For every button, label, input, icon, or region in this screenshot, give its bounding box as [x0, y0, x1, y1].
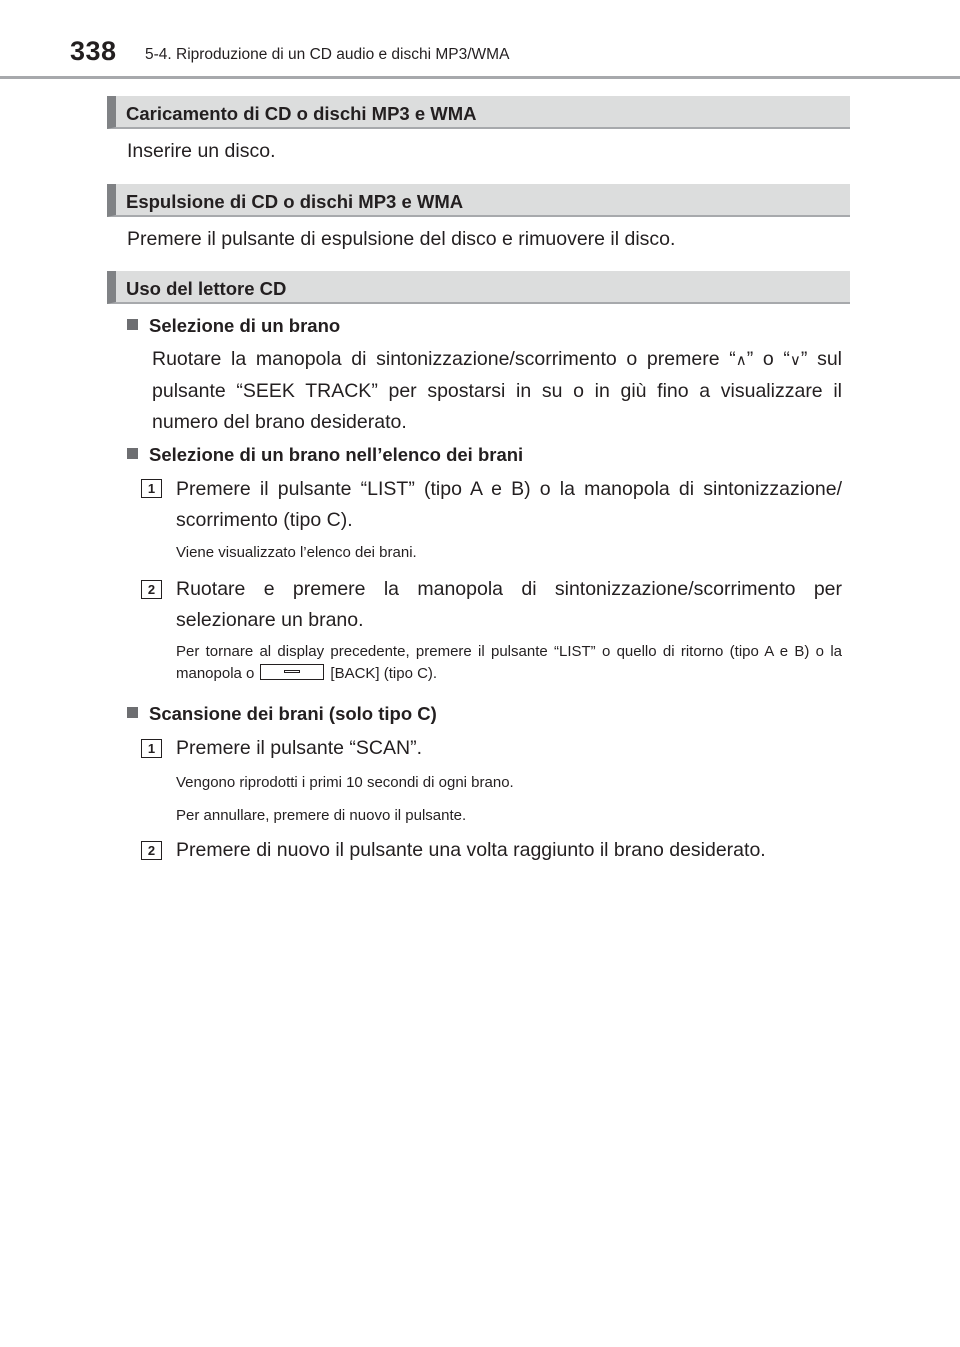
text-run: ” sul pulsante “SEEK TRACK” per spostarsi in su o in giù fino a visualizzare il numero del brano desiderato.	[152, 348, 842, 433]
step-note	[176, 641, 842, 685]
section-title: Espulsione di CD o dischi MP3 e WMA	[126, 191, 464, 212]
step-instruction: Premere il pulsante “LIST” (tipo A e B) o la manopola di sintonizzazione/ scorrimento (tipo C).	[176, 478, 842, 531]
header-rule	[0, 76, 960, 79]
section-heading-eject	[107, 184, 850, 217]
text-run: Ruotare la manopola di sintonizzazione/scorrimento o premere “	[152, 348, 736, 370]
section-title: Caricamento di CD o dischi MP3 e WMA	[126, 103, 477, 124]
subheading-scan	[127, 700, 437, 728]
down-arrow-icon: ∨	[789, 352, 801, 369]
step-note: Per annullare, premere di nuovo il pulsante.	[176, 807, 467, 824]
step-instruction: Premere di nuovo il pulsante una volta raggiunto il brano desiderato.	[176, 839, 766, 861]
square-bullet-icon	[127, 319, 138, 330]
section-title: Uso del lettore CD	[126, 278, 287, 299]
step-number-badge: 1	[141, 739, 162, 758]
up-arrow-icon: ∧	[735, 352, 747, 369]
step-note: Viene visualizzato l’elenco dei brani.	[176, 544, 417, 561]
chapter-title: 5-4. Riproduzione di un CD audio e dischi MP3/WMA	[145, 46, 510, 63]
subheading-text: Scansione dei brani (solo tipo C)	[149, 703, 437, 724]
square-bullet-icon	[127, 707, 138, 718]
square-bullet-icon	[127, 448, 138, 459]
text-run: [BACK] (tipo C).	[330, 665, 438, 682]
section-heading-loading	[107, 96, 850, 129]
select-track-instruction	[152, 344, 842, 438]
subheading-text: Selezione di un brano	[149, 315, 341, 336]
step-instruction: Ruotare e premere la manopola di sintonizzazione/scorrimento per selezionare un brano.	[176, 578, 842, 631]
section-heading-player	[107, 271, 850, 304]
step-instruction: Premere il pulsante “SCAN”.	[176, 737, 422, 759]
step-note: Vengono riprodotti i primi 10 secondi di ogni brano.	[176, 774, 514, 791]
eject-instruction: Premere il pulsante di espulsione del disco e rimuovere il disco.	[127, 228, 676, 250]
subheading-text: Selezione di un brano nell’elenco dei brani	[149, 444, 524, 465]
step-number-badge: 2	[141, 841, 162, 860]
loading-instruction: Inserire un disco.	[127, 140, 276, 162]
text-run: Per tornare al display precedente, premere il pulsante “LIST” o quello di ritorno (tipo A e B) o la manopola o	[176, 643, 842, 682]
back-key-icon	[260, 664, 324, 680]
page-number: 338	[70, 36, 117, 66]
subheading-select-track	[127, 312, 340, 340]
step-number-badge: 2	[141, 580, 162, 599]
text-run: ” o “	[746, 348, 790, 370]
step-number-badge: 1	[141, 479, 162, 498]
subheading-track-list	[127, 441, 523, 469]
page-header	[0, 0, 960, 80]
